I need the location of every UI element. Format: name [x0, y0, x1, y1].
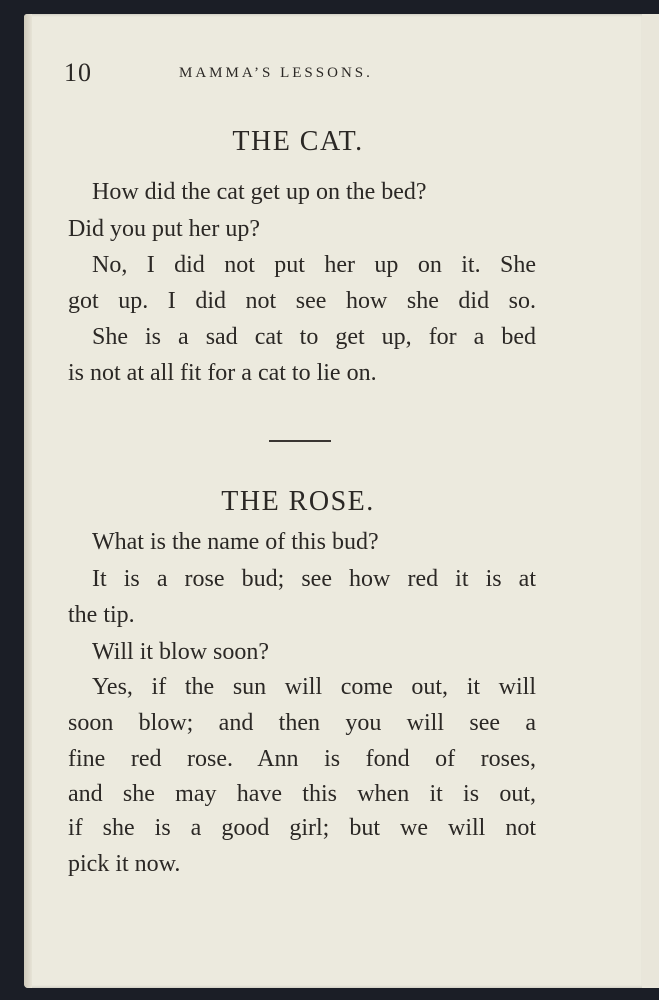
section-title-cat: THE CAT. [232, 126, 364, 157]
page-text [24, 14, 642, 988]
rose-line-3: the tip. [68, 602, 135, 628]
rose-line-6: soon blow; and then you will see a [68, 710, 536, 736]
cat-line-3: No, I did not put her up on it. She [92, 252, 536, 278]
rose-line-10: pick it now. [68, 851, 181, 877]
book-page [24, 14, 642, 988]
rose-line-4: Will it blow soon? [92, 639, 270, 665]
cat-line-6: is not at all fit for a cat to lie on. [68, 360, 377, 386]
section-title-rose: THE ROSE. [221, 486, 375, 517]
rose-line-2: It is a rose bud; see how red it is at [92, 566, 536, 592]
cat-line-2: Did you put her up? [68, 216, 260, 242]
rose-line-7: fine red rose. Ann is fond of roses, [68, 746, 536, 772]
rose-line-5: Yes, if the sun will come out, it will [92, 674, 536, 700]
section-divider-rule [269, 440, 331, 442]
cat-line-1: How did the cat get up on the bed? [92, 179, 427, 205]
cat-line-4: got up. I did not see how she did so. [68, 288, 536, 314]
page-number: 10 [64, 58, 92, 87]
running-title: MAMMA’S LESSONS. [179, 65, 373, 81]
rose-line-1: What is the name of this bud? [92, 529, 379, 555]
rose-line-8: and she may have this when it is out, [68, 781, 536, 807]
rose-line-9: if she is a good girl; but we will not [68, 815, 536, 841]
cat-line-5: She is a sad cat to get up, for a bed [92, 324, 536, 350]
